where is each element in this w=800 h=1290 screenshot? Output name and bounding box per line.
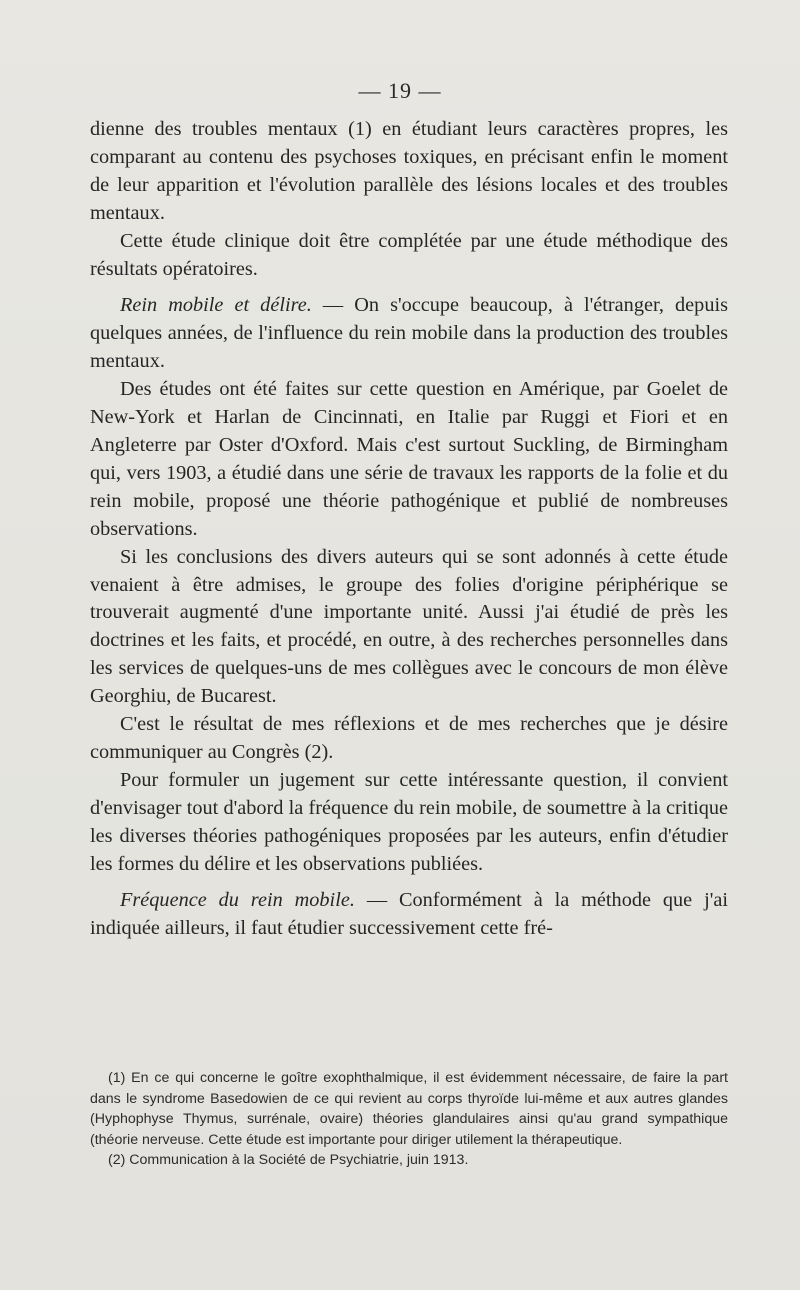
paragraph: Cette étude clinique doit être complétée par une étude méthodique des résultats opératoires. — [90, 229, 728, 280]
paragraph: Pour formuler un jugement sur cette intéressante question, il convient d'envisager tout d'abord la fréquence du rein mobile, de soumettre à la critique les diverses théories pathogéniques proposées par les auteurs, enfin d'étudier les formes du délire et les observations publiées. — [90, 768, 728, 875]
paragraph: C'est le résultat de mes réflexions et de mes recherches que je désire communiquer au Congrès (2). — [90, 713, 728, 763]
footnotes — [90, 1068, 728, 1171]
section-paragraph-frequence — [90, 887, 728, 943]
paragraph: Si les conclusions des divers auteurs qui se sont adonnés à cette étude venaient à être admises, le groupe des folies d'origine périphérique se trouverait augmenté d'une importante unité. Aussi j'ai étudié de près les doctrines et les faits, et procédé, en outre, à des recherches personnelles dans les services de quelques-uns de mes collègues avec le concours de mon élève Georghiu, de Bucarest. — [90, 545, 728, 708]
paragraph-continuation: dienne des troubles mentaux (1) en étudiant leurs caractères propres, les comparant au contenu des psychoses toxiques, en précisant enfin le moment de leur apparition et l'évolution parallèle des lésions locales et des troubles mentaux. — [90, 118, 728, 224]
paragraph: Des études ont été faites sur cette question en Amérique, par Goelet de New-York et Harlan de Cincinnati, en Italie par Ruggi et Fiori et en Angleterre par Oster d'Oxford. Mais c'est surtout Suckling, de Birmingham qui, vers 1903, a étudié dans une série de travaux les rapports de la folie et du rein mobile, proposé une théorie pathogénique et publié de nombreuses observations. — [90, 378, 728, 540]
main-text — [90, 116, 728, 943]
paragraph-text: — Conformément à la méthode que j'ai indiquée ailleurs, il faut étudier successivement cette fré- — [90, 889, 729, 940]
footnote-2: (2) Communication à la Société de Psychiatrie, juin 1913. — [108, 1152, 469, 1168]
footnote-1: (1) En ce qui concerne le goître exophthalmique, il est évidemment nécessaire, de faire la part dans le syndrome Basedowien de ce qui revient au corps thyroïde lui-même et aux autres glandes (Hyphophyse Thymus, surrénale, ovaire) théories glandulaires ainsi qu'au grand sympathique (théorie nerveuse. Cette étude est importante pour diriger utilement la thérapeutique. — [90, 1070, 728, 1148]
section-paragraph-rein-mobile — [90, 292, 728, 376]
section-heading: Fréquence du rein mobile. — [120, 889, 355, 912]
page-number: — 19 — — [358, 78, 442, 103]
paragraph-text: — On s'occupe beaucoup, à l'étranger, depuis quelques années, de l'influence du rein mobile dans la production des troubles mentaux. — [90, 294, 728, 373]
section-heading: Rein mobile et délire. — [120, 294, 312, 317]
